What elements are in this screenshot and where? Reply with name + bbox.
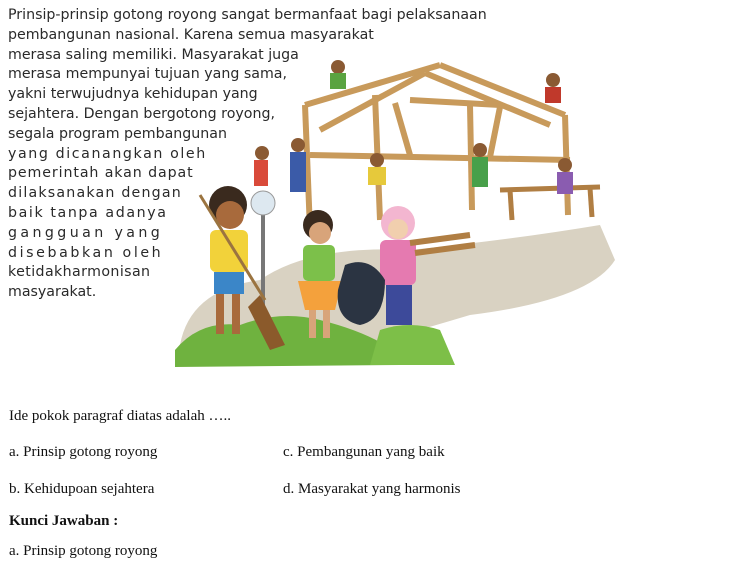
gotong-royong-illustration [170, 45, 620, 370]
paragraph-line: yakni terwujudnya kehidupan yang [8, 86, 258, 103]
wooden-bench [500, 187, 600, 220]
paragraph-line: merasa mempunyai tujuan yang sama, [8, 66, 287, 83]
paragraph-line: masyarakat. [8, 284, 97, 301]
house-frame [305, 65, 570, 230]
answer-key-heading: Kunci Jawaban : [9, 513, 119, 529]
paragraph-line: Prinsip-prinsip gotong royong sangat bermanfaat bagi pelaksanaan [8, 7, 487, 23]
paragraph-line: gangguan yang [8, 224, 164, 241]
paragraph-line: disebabkan oleh [8, 244, 164, 261]
paragraph-line: segala program pembangunan [8, 125, 227, 142]
question-text: Ide pokok paragraf diatas adalah ….. [9, 408, 231, 424]
option-d: d. Masyarakat yang harmonis [283, 481, 461, 497]
option-b: b. Kehidupoan sejahtera [9, 481, 155, 497]
paragraph-line: baik tanpa adanya [8, 204, 168, 221]
paragraph-line: pembangunan nasional. Karena semua masyarakat [8, 26, 374, 43]
paragraph-line: dilaksanakan dengan [8, 185, 182, 202]
paragraph-line: sejahtera. Dengan bergotong royong, [8, 105, 275, 122]
paragraph-line: yang dicanangkan oleh [8, 145, 207, 162]
option-a: a. Prinsip gotong royong [9, 444, 158, 460]
paragraph-line: merasa saling memiliki. Masyarakat juga [8, 46, 299, 63]
paragraph-line: pemerintah akan dapat [8, 165, 194, 182]
answer-key-answer: a. Prinsip gotong royong [9, 543, 158, 559]
option-c: c. Pembangunan yang baik [283, 444, 445, 460]
paragraph-line: ketidakharmonisan [8, 264, 151, 281]
grass-patch [370, 325, 455, 365]
